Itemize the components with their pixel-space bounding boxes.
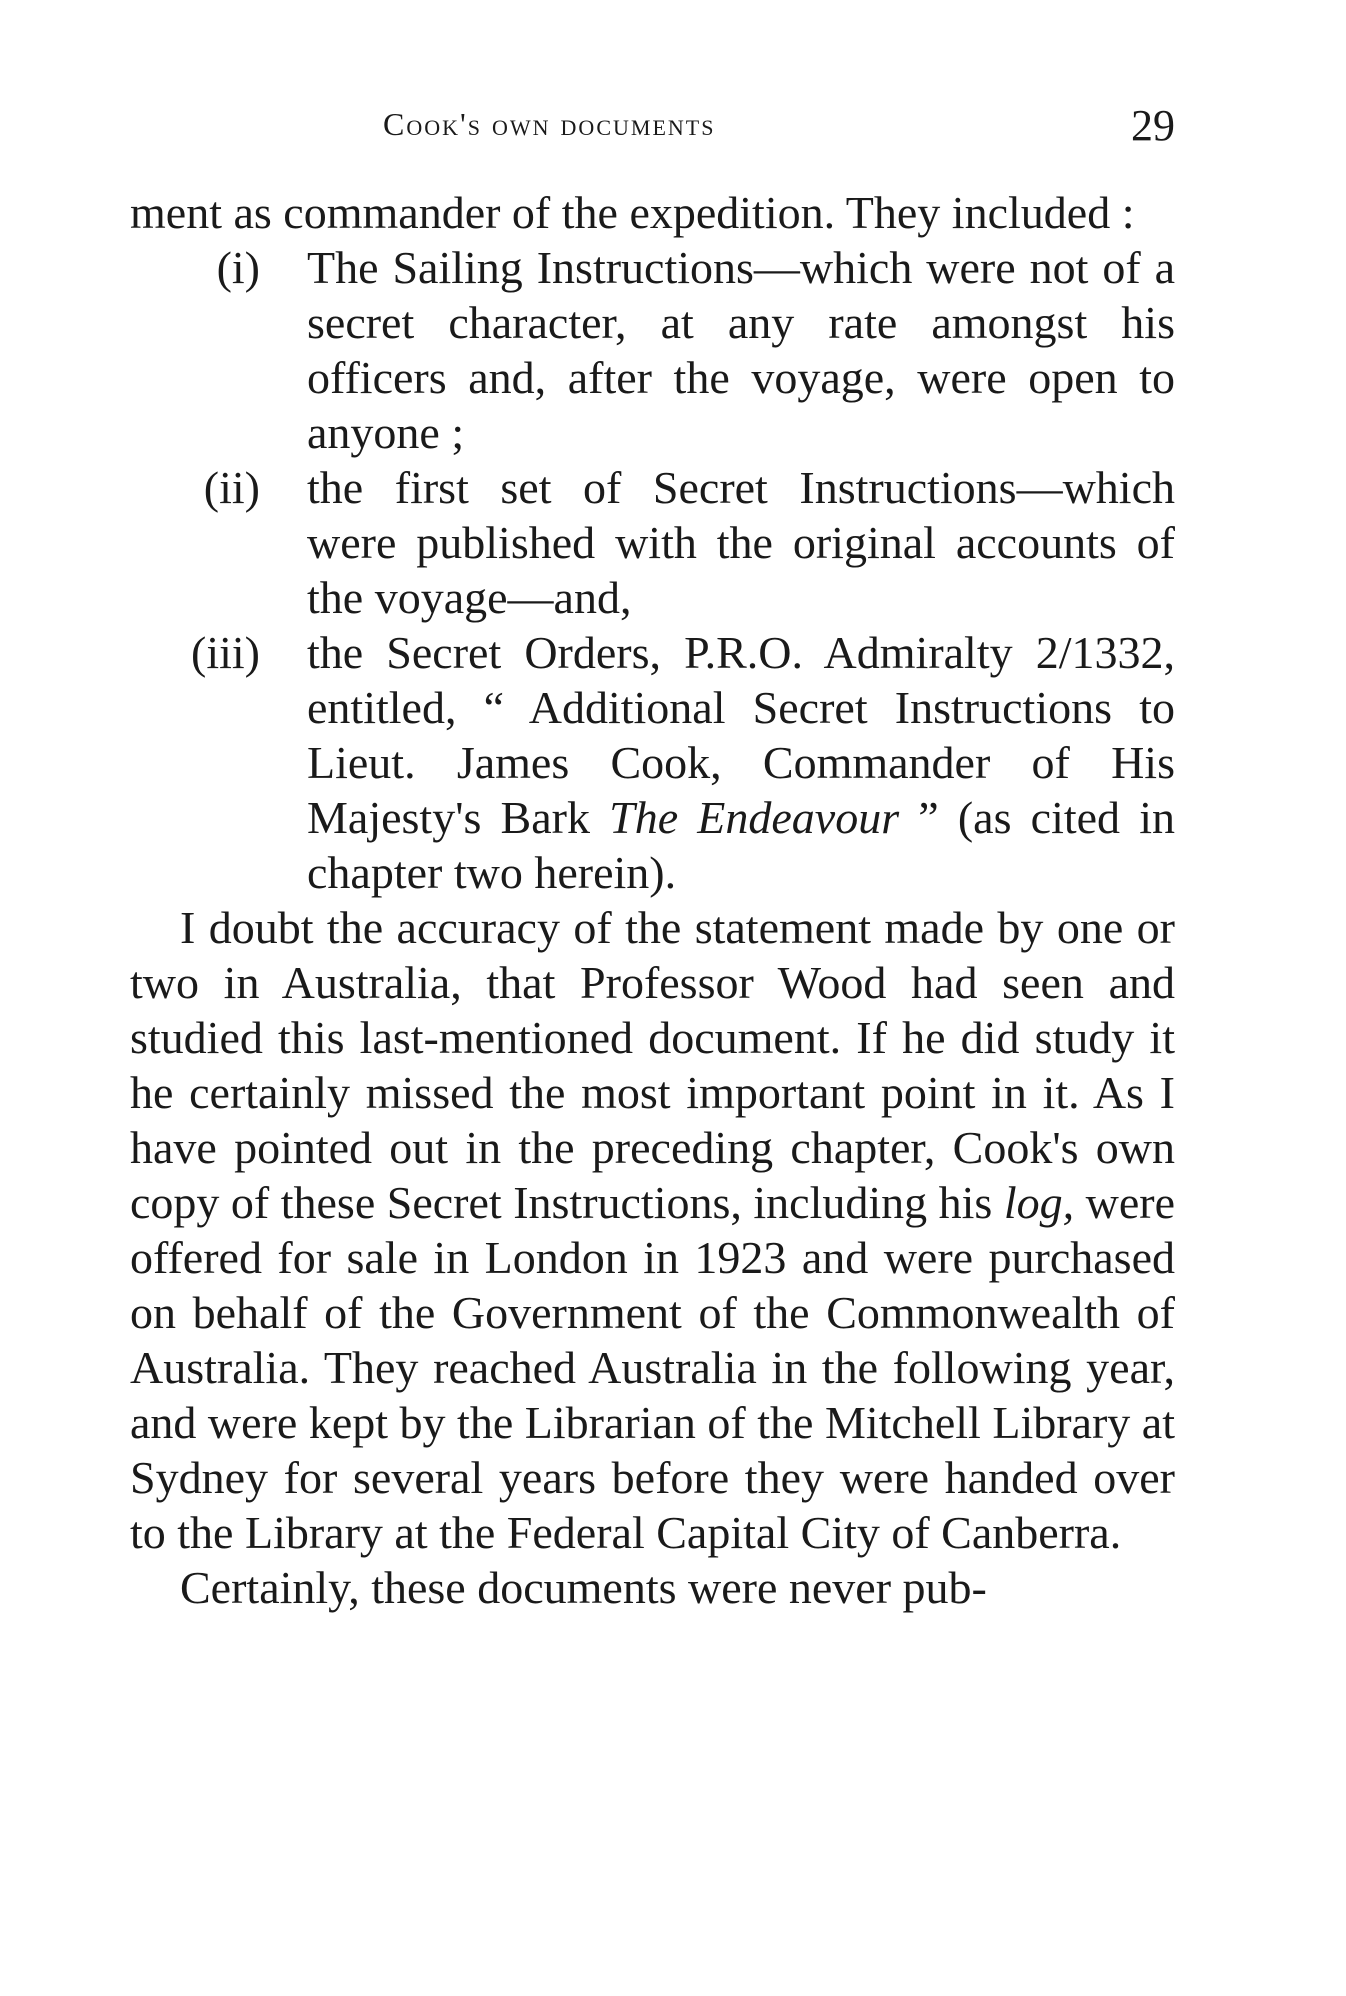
ship-name: The Endeavour <box>609 792 900 843</box>
paragraph-text-part: were offered for sale in London in 1923 and were purchased on behalf of the Government of the Commonwealth of Australia. They reached Australia in the following year, and were kept by the Librarian of the Mitchell Library at Sydney for several years before they were handed over to the Library at the Federal Capital City of Canberra. <box>130 1177 1175 1558</box>
running-title: Cook's own documents <box>383 106 716 142</box>
list-item-text <box>307 625 1175 900</box>
list-item-number: (i) <box>216 242 260 293</box>
list-item-text: The Sailing Instructions—which were not of a secret character, at any rate amongst his officers and, after the voyage, were open to anyone ; <box>307 242 1175 458</box>
running-head <box>130 100 1175 160</box>
document-list <box>130 240 1175 900</box>
list-item-number: (ii) <box>203 462 260 513</box>
list-item <box>130 625 1175 900</box>
list-item <box>130 240 1175 460</box>
list-item-number: (iii) <box>191 627 260 678</box>
page-number: 29 <box>1131 101 1175 150</box>
list-item-text-part: the Secret Orders, P.R.O. Admiralty 2/1332, entitled, “ Additional Secret Instructions to Lieut. James Cook, Commander of His Majesty's Bark <box>307 627 1175 843</box>
paragraph: Certainly, these documents were never pub- <box>180 1562 987 1613</box>
list-item-text: the first set of Secret Instructions—which were published with the original accounts of the voyage—and, <box>307 462 1175 623</box>
italic-word: log, <box>1003 1177 1075 1228</box>
list-item-text-part: ” (as cited in chapter two herein). <box>307 792 1175 898</box>
paragraph-text-part: I doubt the accuracy of the statement made by one or two in Australia, that Professor Wood had seen and studied this last-mentioned document. If he did study it he certainly missed the most important point in it. As I have pointed out in the preceding chapter, Cook's own copy of these Secret Instructions, including his <box>130 902 1175 1228</box>
paragraph <box>130 900 1175 1560</box>
intro-paragraph: ment as commander of the expedition. They included : <box>130 187 1135 238</box>
list-item <box>130 460 1175 625</box>
body-text <box>130 185 1175 1615</box>
